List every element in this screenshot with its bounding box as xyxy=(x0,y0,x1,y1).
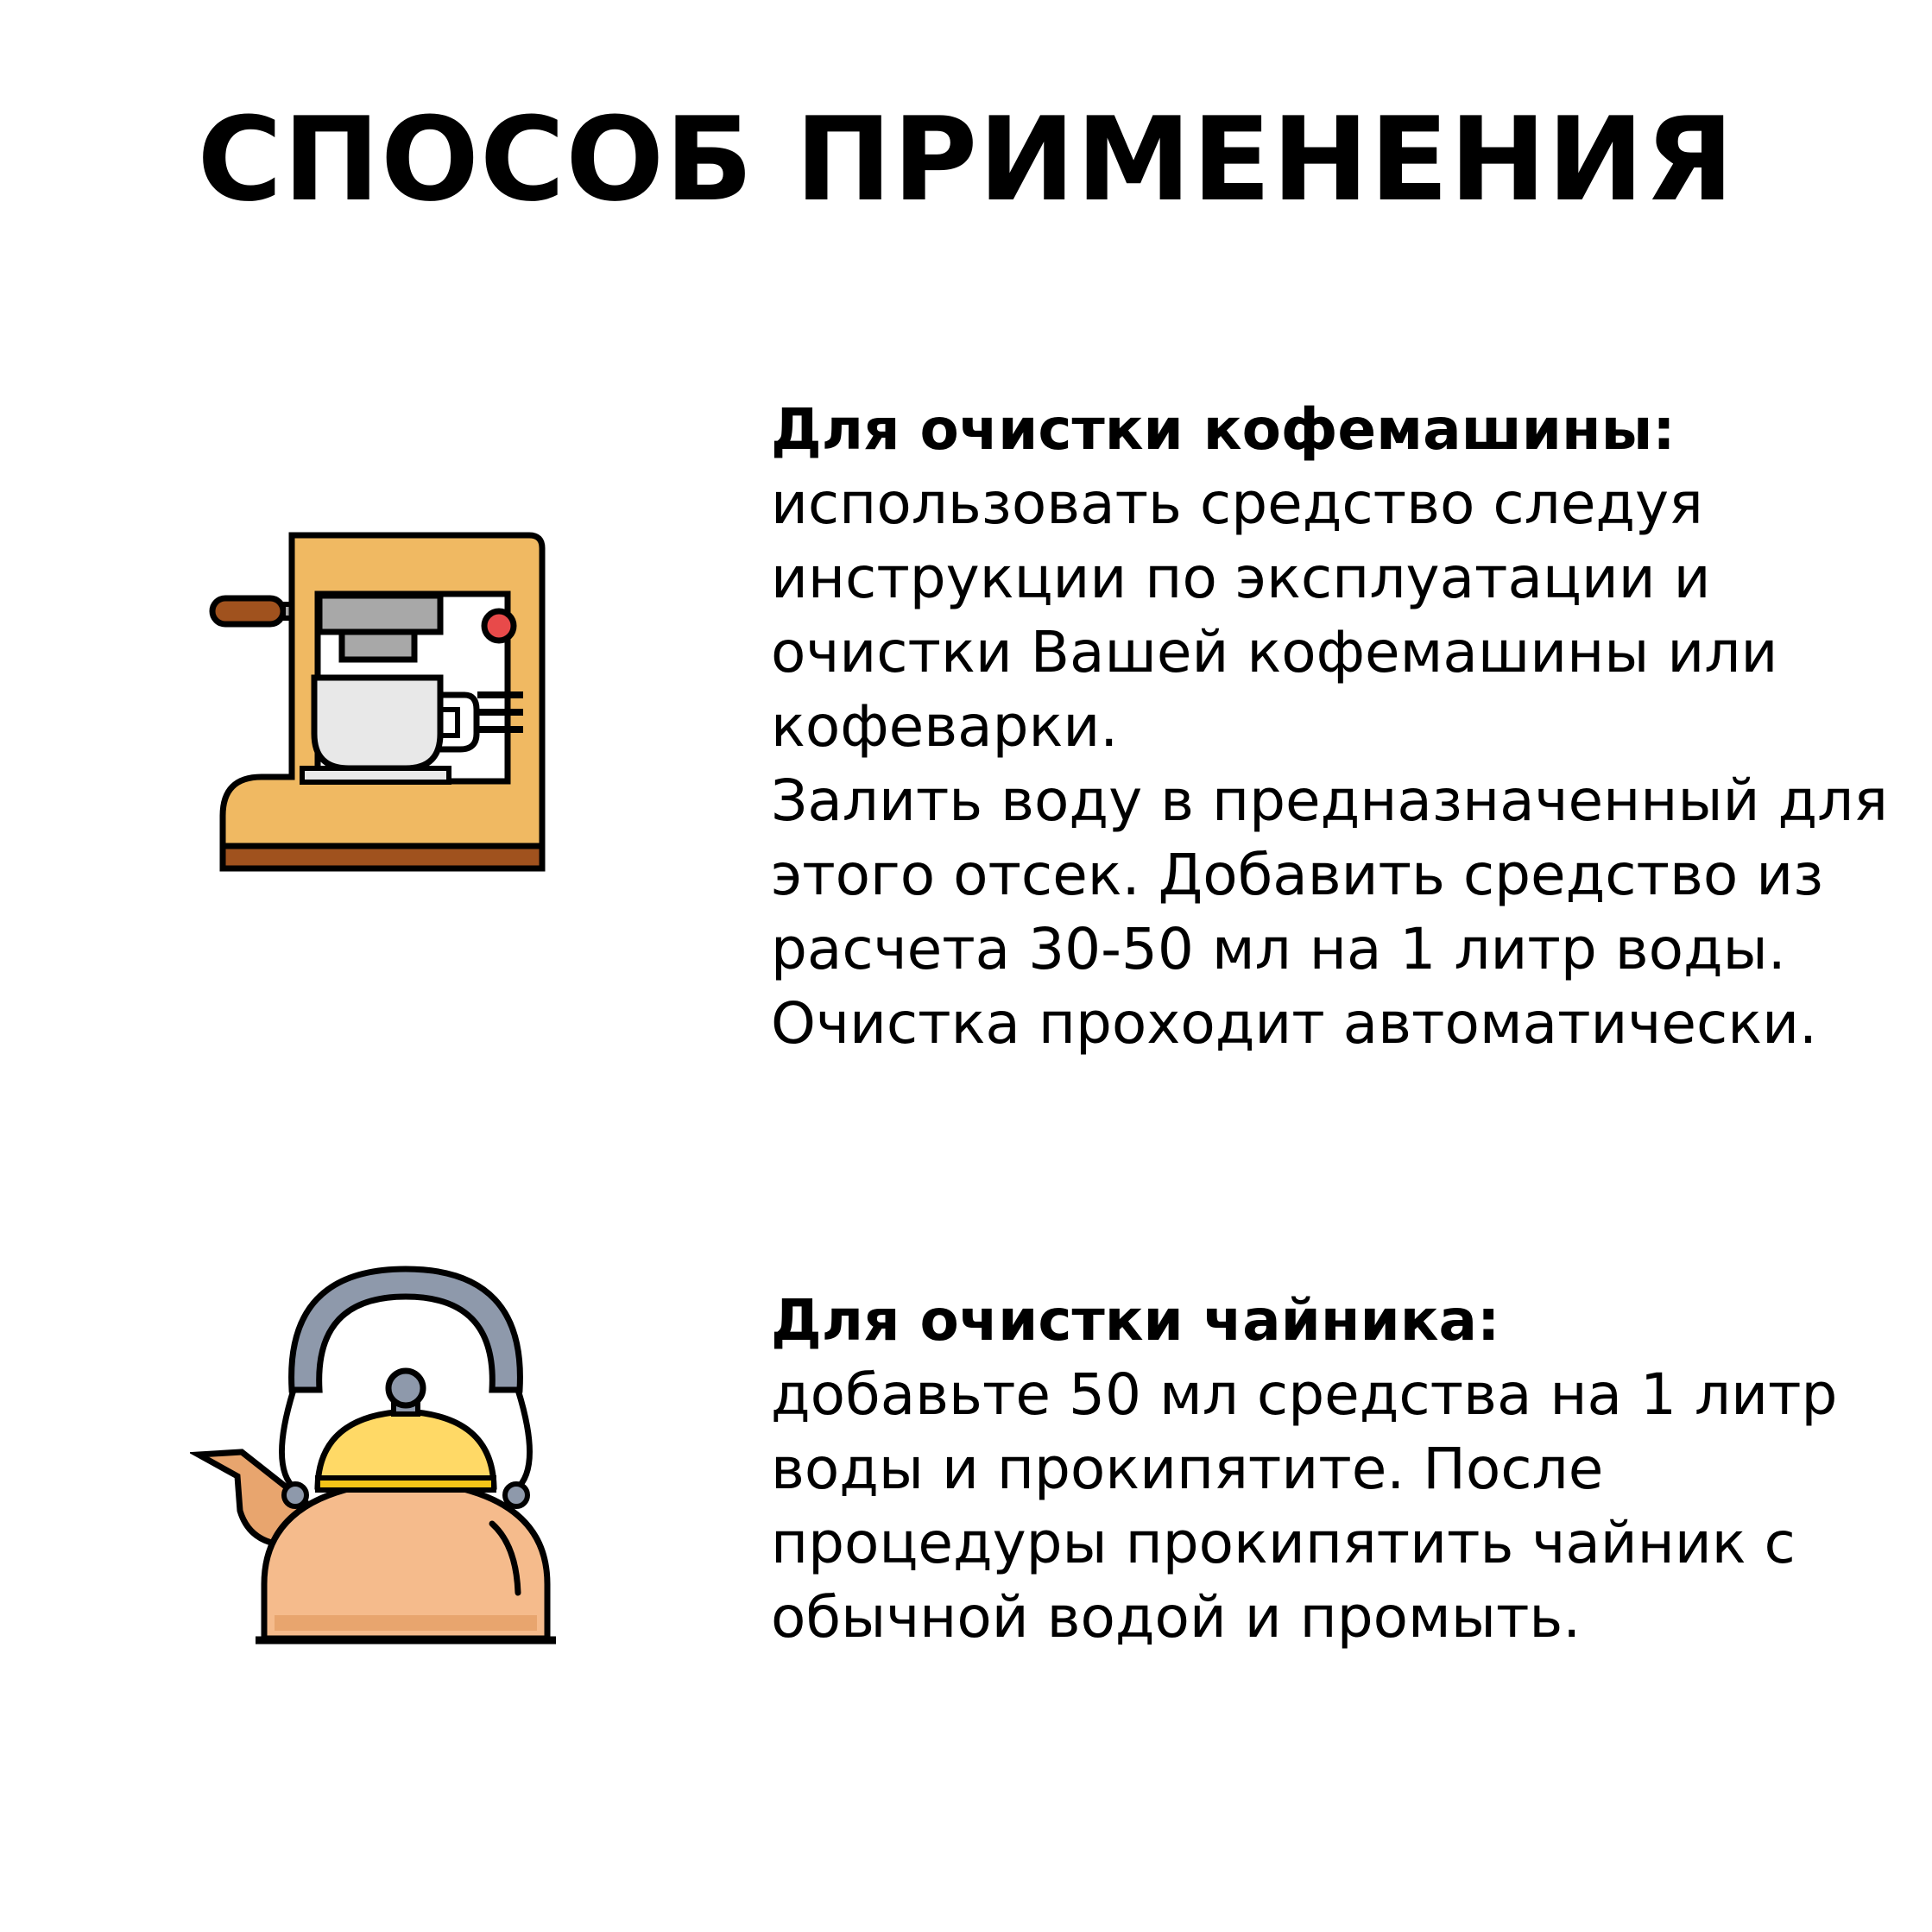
section-paragraph: Залить воду в предназначенный для этого отсек. Добавить средство из расчета 30-50 мл на 1 литр воды. xyxy=(771,767,1888,982)
kettle-icon xyxy=(190,1260,561,1649)
section-heading: Для очистки чайника: xyxy=(771,1287,1500,1354)
section-paragraph: добавьте 50 мл средства на 1 литр воды и прокипятите. После процедуры прокипятить чайник с обычной водой и промыть. xyxy=(771,1361,1838,1651)
section-coffee-machine xyxy=(771,393,1893,1061)
section-paragraph: использовать средство следуя инструкции по эксплуатации и очистки Вашей кофемашины или кофеварки. xyxy=(771,470,1778,760)
section-heading: Для очистки кофемашины: xyxy=(771,396,1676,463)
coffee-machine-icon xyxy=(197,518,559,881)
section-kettle xyxy=(771,1284,1893,1655)
section-paragraph: Очистка проходит автоматически. xyxy=(771,990,1818,1057)
page-title: СПОСОБ ПРИМЕНЕНИЯ xyxy=(197,92,1735,227)
